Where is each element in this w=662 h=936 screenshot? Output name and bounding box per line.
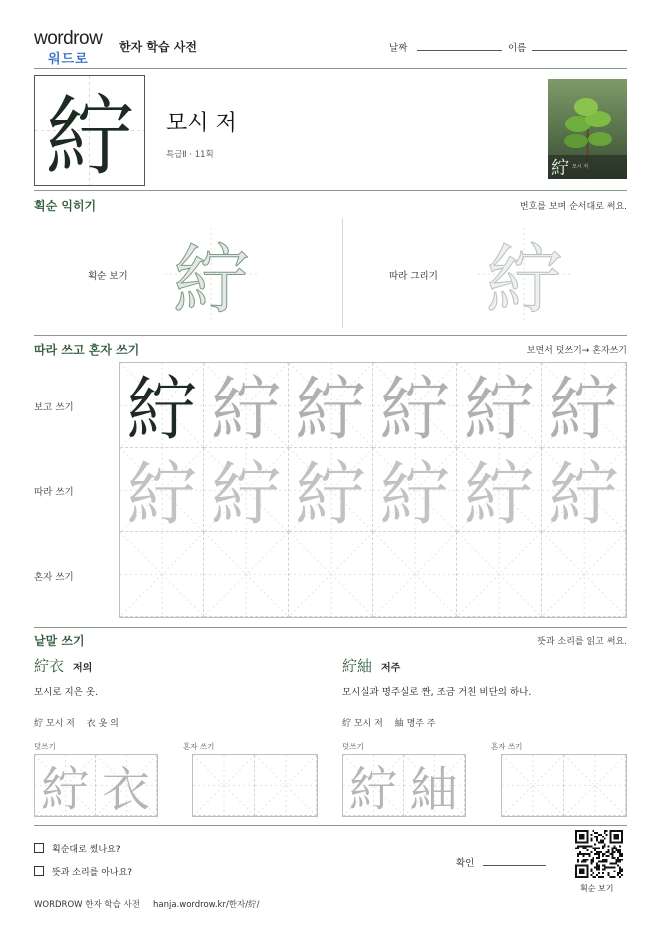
word-2-gloss2-char: 紬 — [394, 719, 404, 729]
cell-glyph: 紬 — [409, 761, 458, 816]
trace-draw-box[interactable] — [478, 228, 570, 325]
section-split — [342, 218, 343, 328]
cell-glyph: 紵 — [295, 453, 366, 533]
image-caption-glyph: 紵 — [551, 158, 569, 179]
practice-cell-r3-c5[interactable] — [457, 532, 541, 617]
practice-cell-r2-c3[interactable] — [289, 448, 373, 533]
cell-glyph: 紵 — [126, 453, 197, 533]
checklist-1-label: 획순대로 썼나요? — [52, 845, 121, 855]
word-2-gloss1-text: 모시 저 — [353, 719, 383, 729]
word-2-trace-label: 덧쓰기 — [342, 742, 364, 751]
date-field[interactable] — [417, 50, 502, 51]
row-label-solo: 혼자 쓰기 — [34, 572, 74, 583]
word-1-gloss — [34, 716, 119, 729]
image-caption-text: 모시 저 — [572, 164, 589, 170]
word-1-definition: 모시로 지은 옷. — [34, 687, 99, 698]
word-1-hanja: 紵衣 — [34, 657, 65, 675]
trace-draw-label: 따라 그리기 — [389, 271, 438, 282]
word-1-trace-label: 덧쓰기 — [34, 742, 56, 751]
cell-glyph: 衣 — [101, 761, 150, 816]
logo-korean: 워드로 — [48, 52, 89, 67]
word-2-solo-cell-1[interactable] — [502, 755, 564, 816]
meaning-sound: 모시 저 — [166, 111, 237, 136]
row-label-view: 보고 쓰기 — [34, 402, 74, 413]
divider-4 — [34, 825, 627, 826]
practice-section-title: 따라 쓰고 혼자 쓰기 — [34, 343, 140, 357]
divider-1 — [34, 190, 627, 191]
word-2-trace-cell-1[interactable] — [343, 755, 404, 816]
stroke-section-title: 획순 익히기 — [34, 199, 97, 213]
stroke-section-note: 번호를 보며 순서대로 써요. — [519, 202, 627, 212]
row-label-trace: 따라 쓰기 — [34, 487, 74, 498]
practice-cell-r2-c4[interactable] — [373, 448, 457, 533]
word-2-solo-box[interactable] — [501, 754, 627, 817]
word-2-solo-cell-2[interactable] — [564, 755, 626, 816]
words-section-title: 낱말 쓰기 — [34, 634, 85, 648]
confirm-field[interactable] — [483, 865, 546, 866]
word-1-solo-box[interactable] — [192, 754, 318, 817]
divider-2 — [34, 335, 627, 336]
word-2-solo-label: 혼자 쓰기 — [491, 742, 523, 751]
practice-section-note: 보면서 덧쓰기→ 혼자쓰기 — [526, 346, 627, 356]
practice-cell-r1-c4[interactable] — [373, 363, 457, 448]
word-2-gloss — [342, 716, 436, 729]
logo — [34, 28, 114, 66]
practice-cell-r1-c2[interactable] — [204, 363, 288, 448]
practice-cell-r3-c2[interactable] — [204, 532, 288, 617]
cell-glyph: 紵 — [348, 761, 397, 816]
cell-glyph: 紵 — [379, 453, 450, 533]
grade-info: 특급Ⅱ · 11획 — [166, 150, 214, 160]
words-section-note: 뜻과 소리를 읽고 써요. — [537, 637, 627, 647]
word-1-trace-cell-1[interactable] — [35, 755, 96, 816]
main-glyph: 紵 — [45, 85, 134, 189]
checklist-2-label: 뜻과 소리를 아나요? — [52, 868, 133, 878]
qr-caption: 획순 보기 — [580, 884, 614, 893]
practice-cell-r1-c5[interactable] — [457, 363, 541, 448]
practice-cell-r2-c5[interactable] — [457, 448, 541, 533]
cell-glyph: 紵 — [463, 453, 534, 533]
date-label: 날짜 — [389, 43, 408, 54]
checkbox-1[interactable] — [34, 843, 44, 853]
word-2-reading: 저주 — [381, 663, 401, 674]
practice-cell-r1-c1[interactable] — [120, 363, 204, 448]
stroke-order-glyph: 紵 — [173, 235, 249, 325]
word-1-solo-cell-1[interactable] — [193, 755, 255, 816]
checklist-2[interactable] — [34, 865, 132, 878]
header-title: 한자 학습 사전 — [119, 40, 197, 54]
cell-glyph: 紵 — [126, 369, 197, 448]
logo-wordmark: wordrow — [34, 28, 103, 49]
word-2-hanja: 紵紬 — [342, 657, 373, 675]
practice-cell-r3-c6[interactable] — [542, 532, 626, 617]
name-field[interactable] — [532, 50, 627, 51]
word-2-gloss2-text: 명주 주 — [406, 719, 436, 729]
stroke-order-diagram — [165, 228, 257, 325]
word-1-gloss1-text: 모시 저 — [45, 719, 75, 729]
word-2-definition: 모시실과 명주실로 짠, 조금 거친 비단의 하나. — [342, 687, 532, 698]
practice-cell-r3-c4[interactable] — [373, 532, 457, 617]
cell-glyph: 紵 — [40, 761, 89, 816]
word-1-trace-box[interactable] — [34, 754, 158, 817]
practice-cell-r2-c2[interactable] — [204, 448, 288, 533]
practice-cell-r2-c1[interactable] — [120, 448, 204, 533]
word-1-solo-label: 혼자 쓰기 — [183, 742, 215, 751]
cell-glyph: 紵 — [379, 369, 450, 448]
main-glyph-box — [34, 75, 145, 189]
word-1-gloss2-text: 옷 의 — [98, 719, 119, 729]
practice-cell-r1-c6[interactable] — [542, 363, 626, 448]
footer-brand: WORDROW 한자 학습 사전 — [34, 900, 140, 910]
cell-glyph: 紵 — [210, 369, 281, 448]
stroke-view-label: 획순 보기 — [88, 271, 128, 282]
word-2-gloss1-char: 紵 — [342, 719, 352, 729]
trace-draw-glyph: 紵 — [486, 235, 562, 325]
word-1-gloss2-char: 衣 — [86, 719, 96, 729]
word-2-trace-cell-2[interactable] — [404, 755, 465, 816]
practice-cell-r2-c6[interactable] — [542, 448, 626, 533]
practice-cell-r1-c3[interactable] — [289, 363, 373, 448]
qr-code[interactable] — [575, 830, 623, 878]
checkbox-2[interactable] — [34, 866, 44, 876]
practice-grid[interactable] — [119, 362, 627, 618]
word-2-trace-box[interactable] — [342, 754, 466, 817]
footer-url: hanja.wordrow.kr/한자/紵/ — [153, 900, 260, 910]
cell-glyph: 紵 — [548, 369, 619, 448]
cell-glyph: 紵 — [463, 369, 534, 448]
word-1-reading: 저의 — [73, 663, 93, 674]
cell-glyph: 紵 — [295, 369, 366, 448]
cell-glyph: 紵 — [548, 453, 619, 533]
confirm-label: 확인 — [456, 858, 475, 869]
word-1-trace-cell-2[interactable] — [96, 755, 157, 816]
divider-3 — [34, 627, 627, 628]
cell-glyph: 紵 — [210, 453, 281, 533]
practice-cell-r3-c1[interactable] — [120, 532, 204, 617]
checklist-1[interactable] — [34, 842, 121, 855]
character-image — [548, 79, 627, 179]
name-label: 이름 — [508, 43, 527, 54]
word-1-gloss1-char: 紵 — [34, 719, 44, 729]
practice-cell-r3-c3[interactable] — [289, 532, 373, 617]
word-1-solo-cell-2[interactable] — [255, 755, 317, 816]
